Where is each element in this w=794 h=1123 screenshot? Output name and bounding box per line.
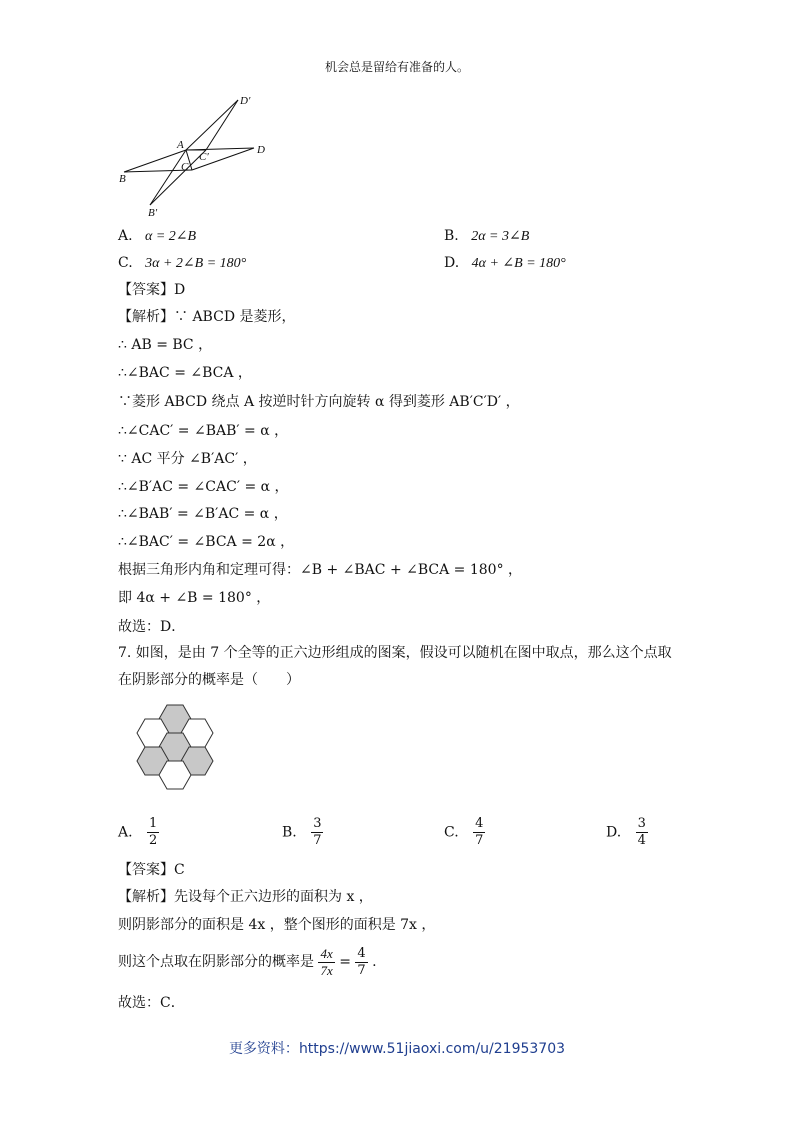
q7-option-b[interactable] <box>282 816 323 849</box>
option-fraction <box>636 816 648 849</box>
option-expression: 3α + 2∠B = 180° <box>145 256 247 271</box>
analysis-line: 根据三角形内角和定理可得：∠B + ∠BAC + ∠BCA = 180° ， <box>118 562 523 578</box>
q6-answer: 【答案】D <box>118 282 186 298</box>
option-letter: B. <box>282 824 297 841</box>
page-footer <box>0 1038 794 1058</box>
fraction-numerator: 3 <box>637 816 646 831</box>
fraction-numerator: 4x <box>320 945 333 961</box>
q7-conclusion: 故选：C． <box>118 995 185 1011</box>
footer-label: 更多资料： <box>228 1041 299 1057</box>
analysis-line: ∴∠BAC′ = ∠BCA = 2α ， <box>118 534 295 550</box>
q7-option-c[interactable] <box>444 816 485 849</box>
option-expression: α = 2∠B <box>145 229 197 244</box>
q7-answer: 【答案】C <box>118 862 185 878</box>
q7-analysis-line-2: 则阴影部分的面积是 4x ，整个图形的面积是 7x ， <box>118 917 436 933</box>
q6-option-d[interactable] <box>444 253 566 274</box>
q6-option-b[interactable] <box>444 226 529 247</box>
rhombus-rotation-figure <box>110 90 280 225</box>
fraction-denominator: 2 <box>149 833 158 848</box>
analysis-line: ∴∠BAC = ∠BCA ， <box>118 365 252 381</box>
label-a: A <box>177 139 184 151</box>
q6-option-c[interactable] <box>118 253 246 274</box>
page-header-motto: 机会总是留给有准备的人。 <box>324 60 469 74</box>
analysis-line: 故选：D． <box>118 619 186 635</box>
option-expression: 4α + ∠B = 180° <box>471 256 566 271</box>
analysis-line: 【解析】∵ ABCD 是菱形， <box>118 309 296 325</box>
option-letter: B. <box>444 228 459 244</box>
fraction-denominator: 7 <box>313 833 322 848</box>
fraction-denominator: 7 <box>357 962 366 978</box>
fraction-numerator: 4 <box>357 945 366 961</box>
label-b: B <box>119 173 126 185</box>
q7-option-a[interactable] <box>118 816 159 849</box>
option-expression: 2α = 3∠B <box>471 229 530 244</box>
option-letter: C. <box>118 255 133 271</box>
probability-result-fraction <box>355 946 367 979</box>
analysis-line: 即 4α + ∠B = 180° ， <box>118 590 271 606</box>
analysis-line: ∴∠CAC′ = ∠BAB′ = α ， <box>118 423 289 439</box>
option-fraction <box>147 816 159 849</box>
q7-analysis-line-3 <box>118 944 377 980</box>
period: . <box>372 954 377 970</box>
analysis-line: ∵ AC 平分 ∠B′AC′ ， <box>118 451 257 467</box>
q7-option-d[interactable] <box>606 816 648 849</box>
option-letter: D. <box>606 824 622 841</box>
label-d-prime: D′ <box>240 95 251 107</box>
fraction-numerator: 3 <box>313 816 322 831</box>
fraction-denominator: 7x <box>320 962 333 978</box>
q7-analysis-line-1: 【解析】先设每个正六边形的面积为 x ， <box>118 889 373 905</box>
fraction-numerator: 4 <box>475 816 484 831</box>
option-letter: A. <box>118 228 133 244</box>
label-b-prime: B′ <box>148 207 158 219</box>
footer-link[interactable]: https://www.51jiaoxi.com/u/21953703 <box>298 1041 566 1057</box>
fraction-denominator: 4 <box>637 833 646 848</box>
option-letter: C. <box>444 824 459 841</box>
q7-stem-line-2: 在阴影部分的概率是（ ） <box>118 672 300 688</box>
label-c: C <box>181 161 189 173</box>
option-fraction <box>311 816 323 849</box>
label-d: D <box>257 144 265 156</box>
probability-text: 则这个点取在阴影部分的概率是 <box>118 954 314 970</box>
fraction-numerator: 1 <box>149 816 158 831</box>
analysis-line: ∵菱形 ABCD 绕点 A 按逆时针方向旋转 α 得到菱形 AB′C′D′ ， <box>118 394 520 410</box>
analysis-line: ∴∠BAB′ = ∠B′AC = α ， <box>118 506 288 522</box>
q6-option-a[interactable] <box>118 226 196 247</box>
label-c-prime: C′ <box>199 151 209 163</box>
option-letter: D. <box>444 255 460 271</box>
fraction-denominator: 7 <box>475 833 484 848</box>
option-fraction <box>473 816 485 849</box>
analysis-line: ∴∠B′AC = ∠CAC′ = α ， <box>118 479 289 495</box>
probability-fraction <box>318 946 334 979</box>
equals-sign: = <box>339 954 351 970</box>
option-letter: A. <box>118 824 133 841</box>
q7-stem-line-1: 7. 如图，是由 7 个全等的正六边形组成的图案，假设可以随机在图中取点，那么这个点取 <box>118 645 672 661</box>
analysis-line: ∴ AB = BC ， <box>118 337 213 353</box>
hexagon-pattern-figure <box>128 700 228 800</box>
